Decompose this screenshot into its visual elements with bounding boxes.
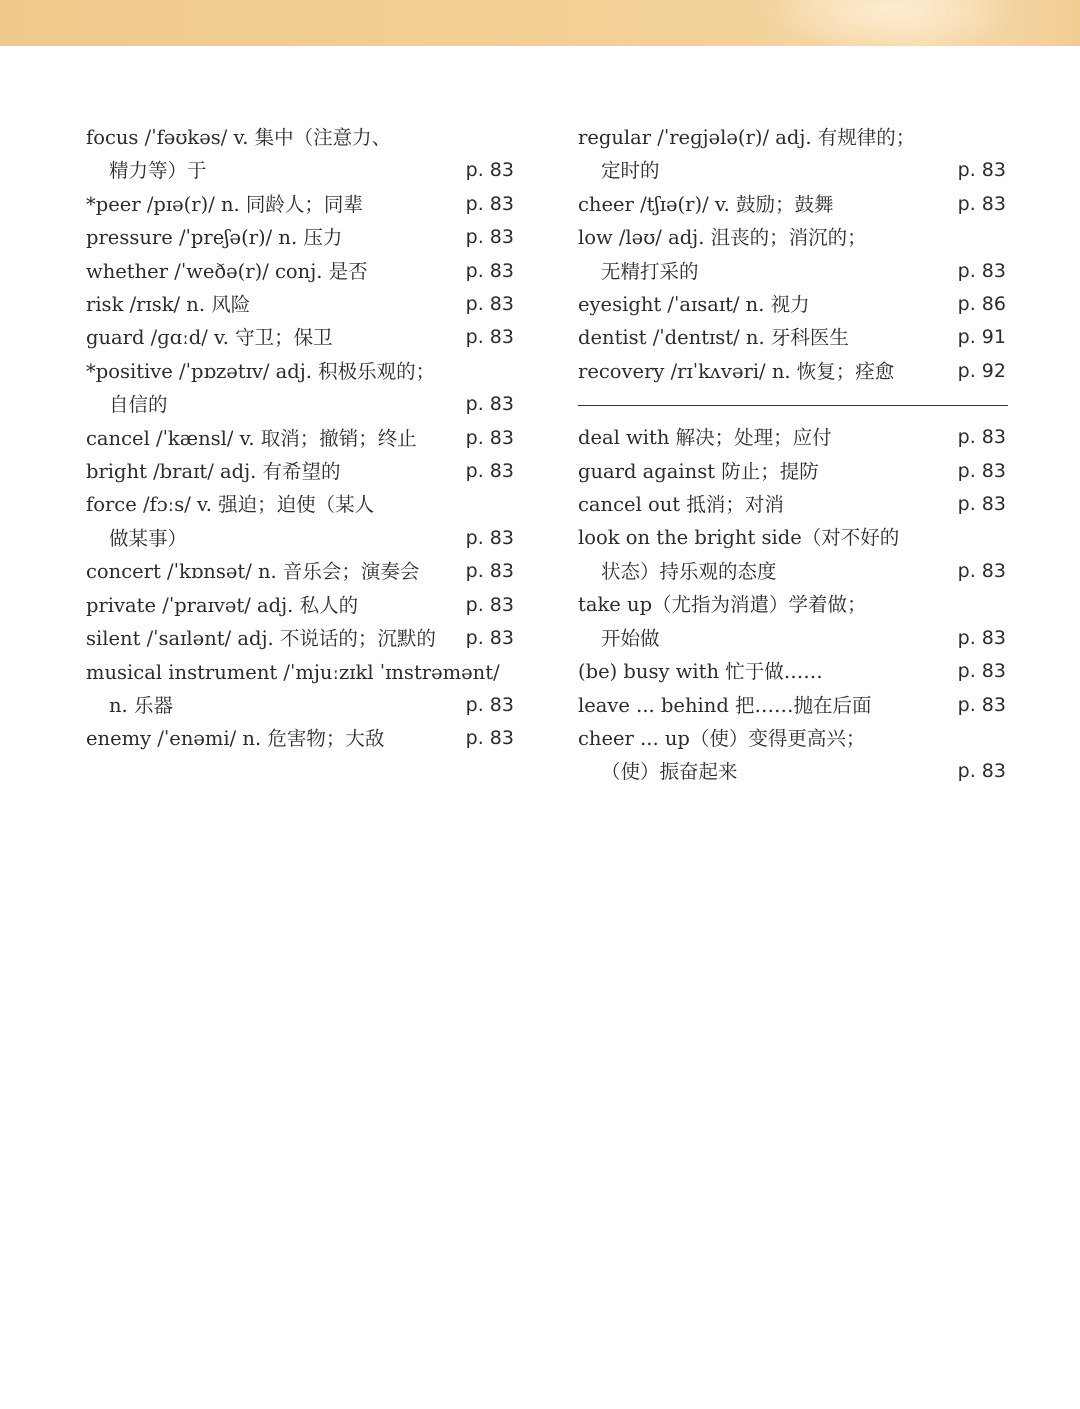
entry-line-text: 无精打采的 — [601, 259, 699, 283]
entry-line-text: guard against 防止；提防 — [578, 459, 819, 483]
vocab-entry — [86, 188, 514, 221]
entry-line-text: bright /braɪt/ adj. 有希望的 — [86, 460, 341, 484]
page-reference: p. 83 — [957, 493, 1006, 516]
entry-text — [86, 188, 514, 221]
vocab-entry — [86, 455, 514, 488]
entry-line-text: cancel /ˈkænsl/ v. 取消；撤销；终止 — [86, 426, 417, 450]
vocab-entry — [578, 521, 1006, 588]
vocab-entry — [86, 355, 514, 422]
entry-line-text: private /ˈpraɪvət/ adj. 私人的 — [86, 593, 359, 617]
entry-text-continued — [578, 755, 1006, 788]
entry-text-continued — [86, 689, 514, 722]
page-reference: p. 83 — [465, 426, 514, 449]
entry-text — [578, 421, 1006, 454]
entry-text — [86, 455, 514, 488]
entry-line-text: 自信的 — [109, 393, 168, 417]
page-reference: p. 83 — [957, 159, 1006, 182]
page-reference: p. 83 — [465, 293, 514, 316]
vocab-entry — [86, 589, 514, 622]
entry-line-text: guard /ɡɑːd/ v. 守卫；保卫 — [86, 326, 333, 350]
entry-text-continued — [578, 555, 1006, 588]
entry-text: force /fɔːs/ v. 强迫；迫使（某人 — [86, 493, 375, 517]
entry-line-text: whether /ˈweðə(r)/ conj. 是否 — [86, 259, 368, 283]
page-reference: p. 83 — [957, 259, 1006, 282]
section-divider — [578, 405, 1008, 406]
page-reference: p. 83 — [957, 693, 1006, 716]
page-reference: p. 92 — [957, 359, 1006, 382]
vocab-entry — [86, 656, 514, 723]
entry-line-text: silent /ˈsaɪlənt/ adj. 不说话的；沉默的 — [86, 627, 436, 651]
page-reference: p. 83 — [465, 727, 514, 750]
entry-line-text: cheer /tʃɪə(r)/ v. 鼓励；鼓舞 — [578, 192, 834, 216]
vocab-entry — [578, 655, 1006, 688]
entry-text — [86, 255, 514, 288]
entry-text — [578, 689, 1006, 722]
entry-text — [86, 722, 514, 755]
entry-text — [578, 655, 1006, 688]
vocab-entry — [86, 255, 514, 288]
entry-line-text: risk /rɪsk/ n. 风险 — [86, 293, 251, 317]
entry-text: *positive /ˈpɒzətɪv/ adj. 积极乐观的； — [86, 359, 436, 383]
entry-line-text: (be) busy with 忙于做…… — [578, 660, 823, 684]
vocab-entry — [578, 121, 1006, 188]
vocab-entry — [578, 188, 1006, 221]
entry-text-continued — [86, 154, 514, 187]
entry-line-text: *peer /pɪə(r)/ n. 同龄人；同辈 — [86, 192, 363, 216]
entry-text — [578, 455, 1006, 488]
entry-text — [578, 188, 1006, 221]
page-reference: p. 83 — [465, 627, 514, 650]
entry-text — [86, 221, 514, 254]
page-reference: p. 83 — [465, 593, 514, 616]
entry-text-continued — [86, 522, 514, 555]
page-reference: p. 83 — [957, 626, 1006, 649]
vocab-entry — [578, 355, 1006, 388]
page-reference: p. 86 — [957, 293, 1006, 316]
entry-text — [86, 555, 514, 588]
page-reference: p. 83 — [957, 559, 1006, 582]
page-reference: p. 83 — [957, 660, 1006, 683]
vocab-entry — [86, 321, 514, 354]
entry-text: musical instrument /ˈmjuːzɪkl ˈɪnstrəmənt/ — [86, 660, 500, 684]
entry-text-continued — [578, 622, 1006, 655]
vocab-entry — [578, 455, 1006, 488]
page-reference: p. 83 — [465, 159, 514, 182]
vocab-entry — [86, 488, 514, 555]
entry-line-text: 定时的 — [601, 159, 660, 183]
entry-line-text: 精力等）于 — [109, 159, 207, 183]
page-reference: p. 83 — [465, 693, 514, 716]
entry-text — [86, 422, 514, 455]
vocab-entry — [578, 722, 1006, 789]
band-highlight — [760, 0, 1020, 50]
page-reference: p. 83 — [465, 192, 514, 215]
page-reference: p. 83 — [465, 526, 514, 549]
page-reference: p. 91 — [957, 326, 1006, 349]
page-reference: p. 83 — [957, 760, 1006, 783]
page-reference: p. 83 — [465, 460, 514, 483]
vocab-entry — [578, 421, 1006, 454]
entry-line-text: eyesight /ˈaɪsaɪt/ n. 视力 — [578, 293, 810, 317]
vocab-entry — [578, 588, 1006, 655]
vocab-entry — [578, 689, 1006, 722]
entry-text: look on the bright side（对不好的 — [578, 526, 900, 550]
entry-text-continued — [578, 154, 1006, 187]
page-reference: p. 83 — [465, 226, 514, 249]
vocab-entry — [86, 422, 514, 455]
entry-line-text: leave ... behind 把……抛在后面 — [578, 693, 872, 717]
vocab-entry — [578, 488, 1006, 521]
word-list-right — [578, 121, 1006, 388]
vocab-entry — [86, 722, 514, 755]
vocab-entry — [86, 121, 514, 188]
vocab-entry — [86, 622, 514, 655]
vocab-column-right — [578, 121, 1006, 789]
vocab-entry — [86, 288, 514, 321]
entry-text — [578, 355, 1006, 388]
page-reference: p. 83 — [957, 426, 1006, 449]
entry-line-text: （使）振奋起来 — [601, 760, 738, 784]
entry-line-text: 做某事） — [109, 526, 188, 550]
entry-line-text: 状态）持乐观的态度 — [601, 559, 777, 583]
entry-line-text: n. 乐器 — [109, 693, 173, 717]
page-reference: p. 83 — [957, 459, 1006, 482]
page-reference: p. 83 — [465, 560, 514, 583]
entry-text: cheer ... up（使）变得更高兴； — [578, 726, 866, 750]
top-decorative-band — [0, 0, 1080, 46]
entry-text — [578, 321, 1006, 354]
vocab-entry — [86, 221, 514, 254]
entry-line-text: dentist /ˈdentɪst/ n. 牙科医生 — [578, 326, 849, 350]
entry-text — [86, 288, 514, 321]
page-reference: p. 83 — [957, 192, 1006, 215]
page-reference: p. 83 — [465, 393, 514, 416]
entry-line-text: recovery /rɪˈkʌvəri/ n. 恢复；痊愈 — [578, 359, 895, 383]
entry-text — [86, 589, 514, 622]
entry-text — [578, 488, 1006, 521]
page-reference: p. 83 — [465, 259, 514, 282]
vocab-entry — [578, 321, 1006, 354]
entry-text: take up（尤指为消遣）学着做； — [578, 593, 867, 617]
vocab-entry — [86, 555, 514, 588]
entry-line-text: enemy /ˈenəmi/ n. 危害物；大敌 — [86, 727, 385, 751]
entry-line-text: pressure /ˈpreʃə(r)/ n. 压力 — [86, 226, 343, 250]
entry-text-continued — [86, 388, 514, 421]
entry-text: low /ləʊ/ adj. 沮丧的；消沉的； — [578, 226, 867, 250]
vocab-entry — [578, 288, 1006, 321]
entry-line-text: cancel out 抵消；对消 — [578, 493, 784, 517]
entry-text — [578, 288, 1006, 321]
entry-text — [86, 622, 514, 655]
entry-text: focus /ˈfəʊkəs/ v. 集中（注意力、 — [86, 126, 392, 149]
entry-line-text: deal with 解决；处理；应付 — [578, 426, 832, 450]
vocab-column-left — [86, 121, 514, 756]
entry-line-text: 开始做 — [601, 626, 660, 650]
entry-line-text: concert /ˈkɒnsət/ n. 音乐会；演奏会 — [86, 560, 420, 584]
entry-text: regular /ˈreɡjələ(r)/ adj. 有规律的； — [578, 126, 916, 149]
vocab-entry — [578, 221, 1006, 288]
phrase-list — [578, 421, 1006, 788]
entry-text-continued — [578, 255, 1006, 288]
entry-text — [86, 321, 514, 354]
page-reference: p. 83 — [465, 326, 514, 349]
